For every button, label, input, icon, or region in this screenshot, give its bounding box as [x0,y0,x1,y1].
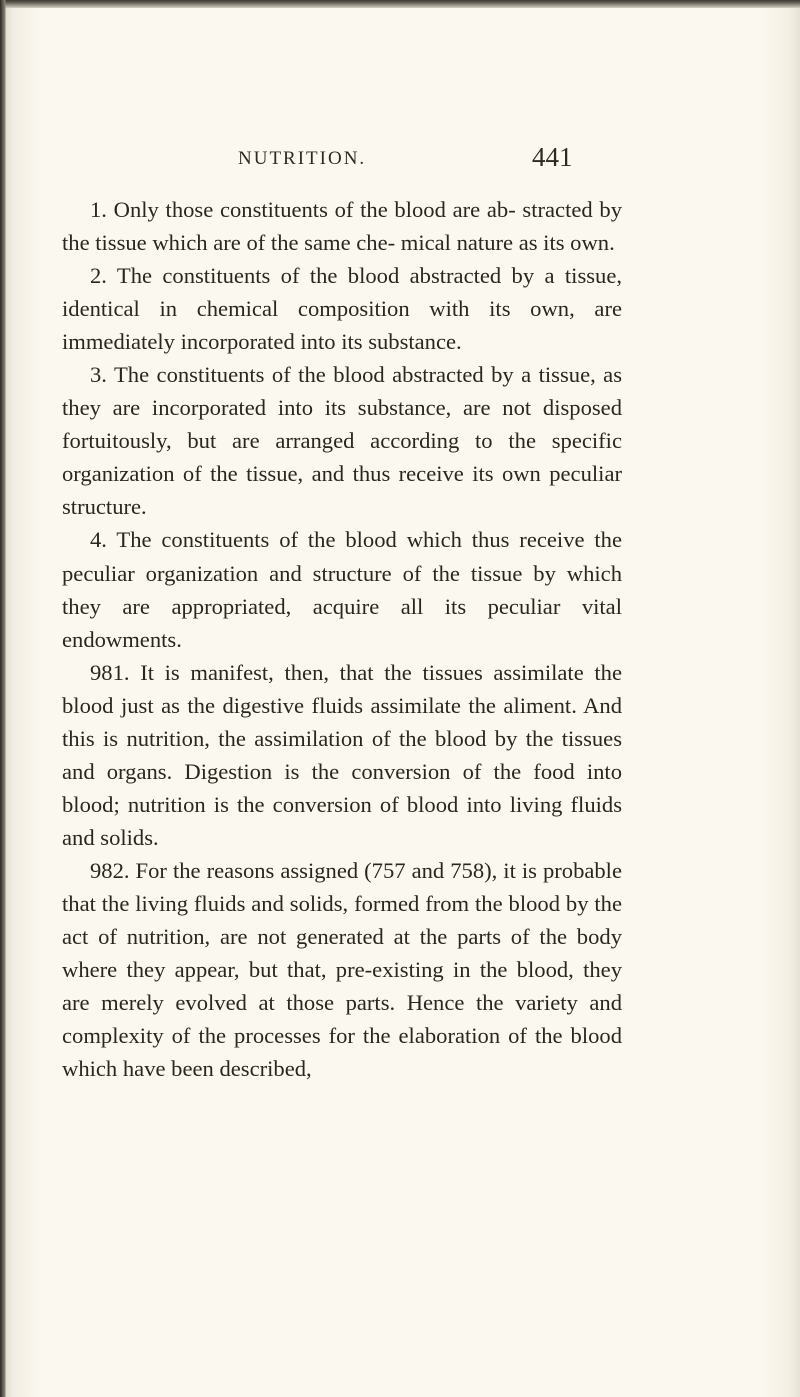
paragraph-2: 2. The constituents of the blood abstracted by a tissue, identical in chemical composition with its own, are immediately incorporated into its substance. [62,263,622,355]
page-binding-edge [0,0,6,1397]
page-number: 441 [532,142,573,172]
page-top-edge [0,0,800,8]
paragraph-981: 981. It is manifest, then, that the tissues assimilate the blood just as the digestive fluids assimilate the aliment. And this is nutrition, the assimilation of the blood by the tissues and organs. Digestion is the conversion of the food into blood; nutrition is the conversion of blood into living fluids and solids. [62,659,622,850]
paragraph-4: 4. The constituents of the blood which thus receive the peculiar organization and structure of the tissue by which they are appropriated, acquire all its peculiar vital endowments. [62,527,622,652]
running-title: NUTRITION. [238,148,367,169]
paragraph-3: 3. The constituents of the blood abstracted by a tissue, as they are incorporated into its substance, are not disposed fortuitously, but are arranged according to the specific organization of the tissue, and thus receive its own peculiar structure. [62,362,622,520]
body-text [62,193,622,1085]
paragraph-982: 982. For the reasons assigned (757 and 758), it is probable that the living fluids and solids, formed from the blood by the act of nutrition, are not generated at the parts of the body where they appear, but that, pre-existing in the blood, they are merely evolved at those parts. Hence the variety and complexity of the processes for the elaboration of the blood which have been described, [62,857,622,1082]
running-head [0,142,800,178]
paragraph-1: 1. Only those constituents of the blood are ab- stracted by the tissue which are of the same che- mical nature as its own. [62,197,622,256]
